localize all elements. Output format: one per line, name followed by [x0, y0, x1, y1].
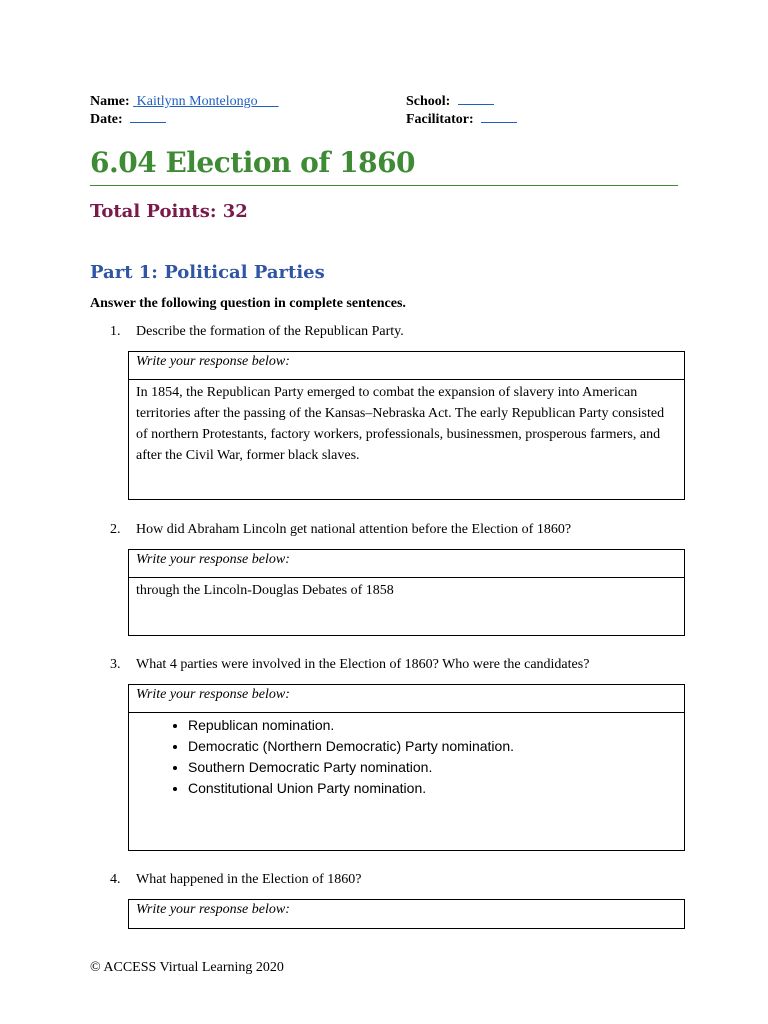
- response-label: Write your response below:: [129, 550, 684, 578]
- question-3: [110, 657, 589, 673]
- question-2: [110, 522, 571, 538]
- list-item: • Constitutional Union Party nomination.: [188, 778, 677, 799]
- question-text: Describe the formation of the Republican Party.: [136, 324, 404, 339]
- list-item: • Republican nomination.: [188, 715, 677, 736]
- part-heading: Part 1: Political Parties: [90, 262, 325, 283]
- list-item: • Democratic (Northern Democratic) Party nomination.: [188, 736, 677, 757]
- response-box-3: [128, 684, 685, 851]
- response-label: Write your response below:: [129, 352, 684, 380]
- facilitator-label: Facilitator:: [406, 112, 474, 127]
- question-number: 4.: [110, 872, 121, 887]
- response-box-1: [128, 351, 685, 500]
- name-field: [90, 94, 279, 110]
- school-label: School:: [406, 94, 451, 109]
- response-label: Write your response below:: [129, 685, 684, 713]
- response-box-2: [128, 549, 685, 636]
- list-item: • Southern Democratic Party nomination.: [188, 757, 677, 778]
- name-value[interactable]: Kaitlynn Montelongo: [136, 94, 258, 109]
- question-number: 2.: [110, 522, 121, 537]
- school-field: [406, 94, 494, 110]
- date-label: Date:: [90, 112, 123, 127]
- question-text: What happened in the Election of 1860?: [136, 872, 362, 887]
- response-area[interactable]: [129, 713, 684, 801]
- response-label: Write your response below:: [136, 902, 290, 917]
- question-number: 1.: [110, 324, 121, 339]
- school-blank[interactable]: [458, 94, 494, 105]
- date-field: [90, 112, 166, 128]
- date-blank[interactable]: [130, 112, 166, 123]
- response-text[interactable]: In 1854, the Republican Party emerged to combat the expansion of slavery into American territories after the passing of the Kansas–Nebraska Act. The early Republican Party consisted of northern Protestants, factory workers, professionals, businessmen, prosperous farmers, and after the Civil War, former black slaves.: [136, 385, 665, 463]
- name-label: Name:: [90, 94, 130, 109]
- question-text: What 4 parties were involved in the Election of 1860? Who were the candidates?: [136, 657, 590, 672]
- question-number: 3.: [110, 657, 121, 672]
- title-divider: [90, 185, 678, 186]
- page-title: 6.04 Election of 1860: [90, 146, 416, 179]
- copyright-footer: © ACCESS Virtual Learning 2020: [90, 960, 284, 975]
- total-points: Total Points: 32: [90, 201, 248, 222]
- question-text: How did Abraham Lincoln get national attention before the Election of 1860?: [136, 522, 572, 537]
- question-1: [110, 324, 404, 340]
- question-4: [110, 872, 361, 888]
- instructions: Answer the following question in complete sentences.: [90, 296, 406, 311]
- facilitator-field: [406, 112, 517, 128]
- response-text[interactable]: through the Lincoln-Douglas Debates of 1858: [136, 583, 394, 598]
- response-box-4[interactable]: [128, 899, 685, 929]
- candidate-list: [136, 715, 677, 799]
- facilitator-blank[interactable]: [481, 112, 517, 123]
